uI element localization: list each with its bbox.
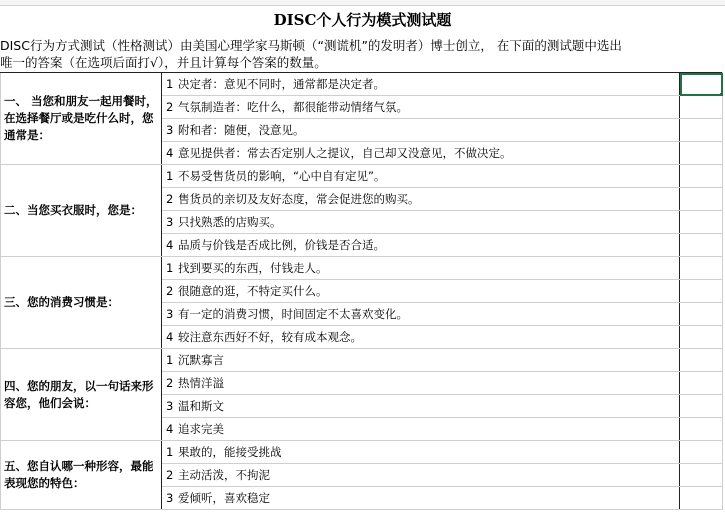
answer-cell[interactable] <box>680 487 723 510</box>
answer-cell[interactable] <box>680 257 723 280</box>
option-cell[interactable] <box>162 119 680 142</box>
answer-cell[interactable] <box>680 303 723 326</box>
option-text: 不易受售货员的影响，“心中自有定见”。 <box>178 169 386 183</box>
answer-cell[interactable] <box>680 188 723 211</box>
option-number: 2 <box>166 100 174 114</box>
option-text: 附和者：随便，没意见。 <box>178 123 305 137</box>
question-table <box>0 72 723 510</box>
question-row <box>1 257 723 280</box>
option-text: 决定者：意见不同时，通常都是决定者。 <box>178 77 385 91</box>
option-text: 沉默寡言 <box>178 353 224 367</box>
question-row <box>1 73 723 96</box>
option-number: 1 <box>166 353 174 367</box>
option-number: 1 <box>166 445 174 459</box>
option-number: 1 <box>166 77 174 91</box>
answer-cell[interactable] <box>680 418 723 441</box>
answer-cell[interactable] <box>680 119 723 142</box>
option-text: 温和斯文 <box>178 399 224 413</box>
option-cell[interactable] <box>162 349 680 372</box>
option-text: 爱倾听，喜欢稳定 <box>178 491 270 505</box>
question-label-cell[interactable]: 三、您的消费习惯是： <box>1 257 162 349</box>
answer-cell[interactable] <box>680 326 723 349</box>
answer-cell[interactable] <box>680 395 723 418</box>
option-cell[interactable] <box>162 211 680 234</box>
answer-cell[interactable] <box>680 349 723 372</box>
answer-cell[interactable] <box>680 165 723 188</box>
option-cell[interactable] <box>162 303 680 326</box>
option-number: 3 <box>166 307 174 321</box>
option-cell[interactable] <box>162 234 680 257</box>
intro-text <box>0 37 722 73</box>
option-text: 只找熟悉的店购买。 <box>178 215 282 229</box>
option-cell[interactable] <box>162 418 680 441</box>
option-number: 2 <box>166 376 174 390</box>
option-text: 主动活泼，不拘泥 <box>178 468 270 482</box>
option-number: 3 <box>166 215 174 229</box>
option-number: 1 <box>166 169 174 183</box>
answer-cell[interactable] <box>680 441 723 464</box>
option-number: 4 <box>166 422 174 436</box>
option-text: 意见提供者：常去否定别人之提议，自己却又没意见，不做决定。 <box>178 146 512 160</box>
option-text: 找到要买的东西，付钱走人。 <box>178 261 328 275</box>
answer-cell[interactable] <box>680 142 723 165</box>
page-title: DISC个人行为模式测试题 <box>273 11 452 29</box>
question-row <box>1 349 723 372</box>
option-text: 热情洋溢 <box>178 376 224 390</box>
option-text: 有一定的消费习惯，时间固定不太喜欢变化。 <box>178 307 408 321</box>
option-cell[interactable] <box>162 142 680 165</box>
option-number: 1 <box>166 261 174 275</box>
option-text: 追求完美 <box>178 422 224 436</box>
option-cell[interactable] <box>162 165 680 188</box>
option-text: 售货员的亲切及友好态度，常会促进您的购买。 <box>178 192 420 206</box>
option-cell[interactable] <box>162 326 680 349</box>
option-text: 品质与价钱是否成比例，价钱是否合适。 <box>178 238 385 252</box>
option-text: 气氛制造者：吃什么，都很能带动情绪气氛。 <box>178 100 408 114</box>
option-cell[interactable] <box>162 395 680 418</box>
option-number: 2 <box>166 468 174 482</box>
option-text: 很随意的逛，不特定买什么。 <box>178 284 328 298</box>
question-label-cell[interactable]: 一、 当您和朋友一起用餐时，在选择餐厅或是吃什么时，您通常是： <box>1 73 162 165</box>
option-number: 2 <box>166 192 174 206</box>
option-text: 果敢的，能接受挑战 <box>178 445 282 459</box>
answer-cell-selected[interactable] <box>680 73 723 96</box>
option-cell[interactable] <box>162 280 680 303</box>
intro-line-1: DISC行为方式测试（性格测试）由美国心理学家马斯顿（“测谎机”的发明者）博士创立， 在下面的测试题中选出 <box>0 38 622 53</box>
question-label-cell[interactable]: 四、您的朋友，以一句话来形容您，他们会说： <box>1 349 162 441</box>
answer-cell[interactable] <box>680 280 723 303</box>
option-number: 3 <box>166 491 174 505</box>
question-row <box>1 165 723 188</box>
option-number: 4 <box>166 238 174 252</box>
answer-cell[interactable] <box>680 464 723 487</box>
option-text: 较注意东西好不好，较有成本观念。 <box>178 330 362 344</box>
option-cell[interactable] <box>162 372 680 395</box>
option-number: 4 <box>166 330 174 344</box>
option-number: 3 <box>166 399 174 413</box>
question-label-cell[interactable]: 五、您自认哪一种形容，最能表现您的特色： <box>1 441 162 510</box>
option-cell[interactable] <box>162 96 680 119</box>
answer-cell[interactable] <box>680 211 723 234</box>
question-label-cell[interactable]: 二、当您买衣服时，您是： <box>1 165 162 257</box>
option-cell[interactable] <box>162 257 680 280</box>
answer-cell[interactable] <box>680 372 723 395</box>
option-cell[interactable] <box>162 487 680 510</box>
option-number: 3 <box>166 123 174 137</box>
option-cell[interactable] <box>162 441 680 464</box>
answer-cell[interactable] <box>680 234 723 257</box>
answer-cell[interactable] <box>680 96 723 119</box>
option-cell[interactable] <box>162 188 680 211</box>
option-number: 2 <box>166 284 174 298</box>
option-cell[interactable] <box>162 73 680 96</box>
option-number: 4 <box>166 146 174 160</box>
option-cell[interactable] <box>162 464 680 487</box>
question-row <box>1 441 723 464</box>
intro-line-2: 唯一的答案（在选项后面打√），并且计算每个答案的数量。 <box>0 55 327 70</box>
